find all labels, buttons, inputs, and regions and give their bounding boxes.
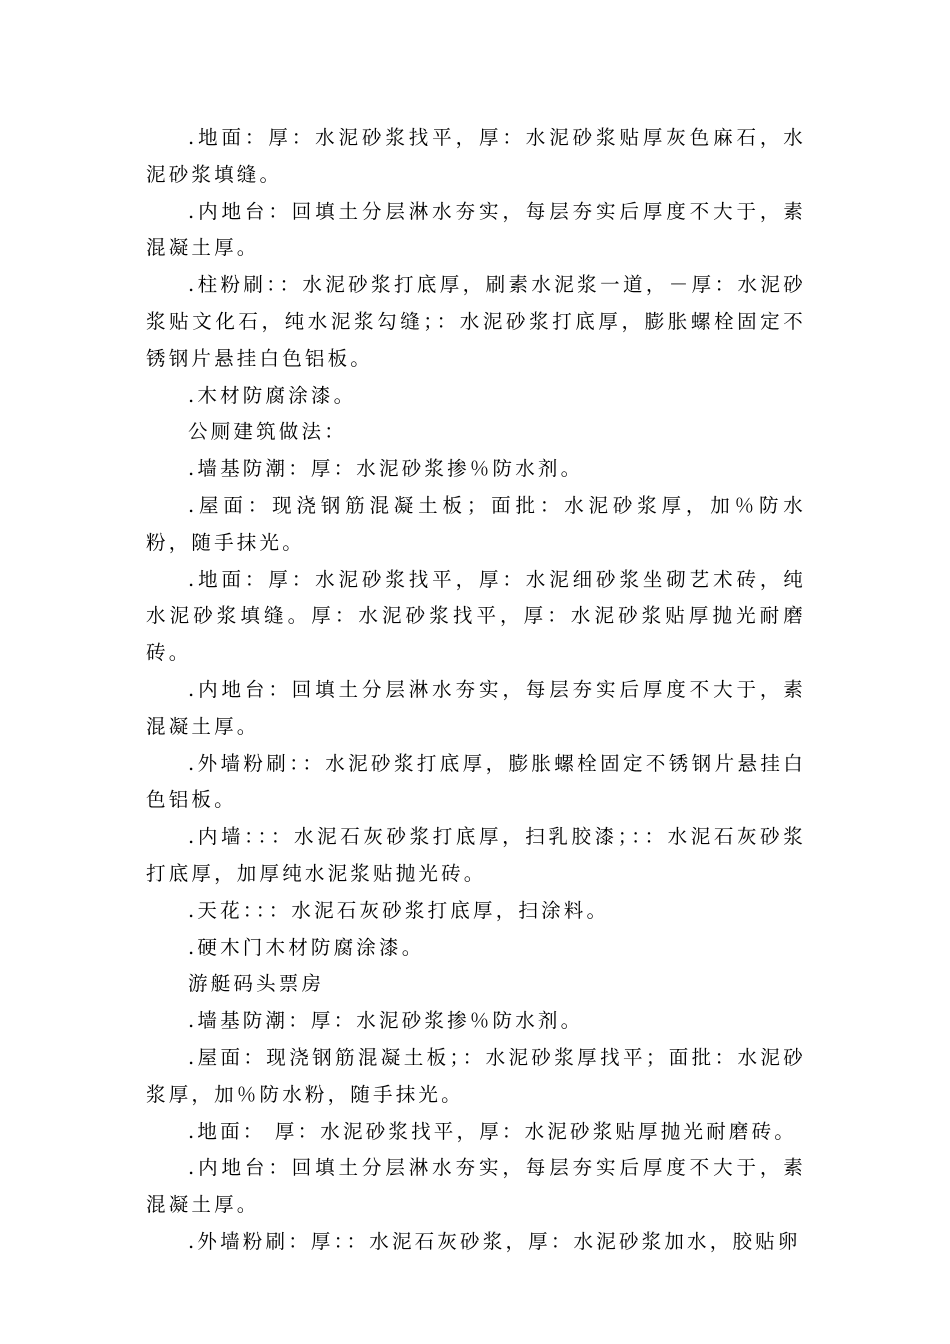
paragraph-ceiling: .天花：：：水泥石灰砂浆打底厚，扫涂料。 (188, 898, 610, 922)
paragraph-inner-platform-3: .内地台：回填土分层淋水夯实，每层夯实后厚度不大于，素混凝土厚。 (146, 1156, 806, 1217)
paragraph-inner-platform-1: .内地台：回填土分层淋水夯实，每层夯实后厚度不大于，素混凝土厚。 (146, 199, 806, 260)
paragraph-exterior-wall-2: .外墙粉刷：厚：：水泥石灰砂浆，厚：水泥砂浆加水，胶贴卵 (188, 1229, 801, 1253)
paragraph-inner-platform-2: .内地台：回填土分层淋水夯实，每层夯实后厚度不大于，素混凝土厚。 (146, 677, 806, 738)
paragraph-ground-3: .地面： 厚：水泥砂浆找平，厚：水泥砂浆贴厚抛光耐磨砖。 (188, 1119, 797, 1143)
paragraph-wall-base-moisture-2: .墙基防潮：厚：水泥砂浆掺％防水剂。 (188, 1009, 584, 1033)
paragraph-wood-antirot-1: .木材防腐涂漆。 (188, 383, 357, 407)
paragraph-interior-wall: .内墙：：：水泥石灰砂浆打底厚，扫乳胶漆；：：水泥石灰砂浆打底厚，加厚纯水泥浆贴抛光砖。 (146, 825, 806, 885)
paragraph-roof-1: .屋面：现浇钢筋混凝土板；面批：水泥砂浆厚，加％防水粉，随手抹光。 (146, 493, 806, 554)
section-heading-yacht-ticket-office: 游艇码头票房 (188, 972, 325, 996)
section-heading-public-toilet: 公厕建筑做法： (188, 420, 347, 444)
paragraph-exterior-wall-1: .外墙粉刷：：水泥砂浆打底厚，膨胀螺栓固定不锈钢片悬挂白色铝板。 (146, 751, 806, 812)
paragraph-roof-2: .屋面：现浇钢筋混凝土板；：水泥砂浆厚找平；面批：水泥砂浆厚，加％防水粉，随手抹光。 (146, 1045, 806, 1106)
paragraph-hardwood-door: .硬木门木材防腐涂漆。 (188, 935, 425, 959)
paragraph-ground-2: .地面：厚：水泥砂浆找平，厚：水泥细砂浆坐砌艺术砖，纯水泥砂浆填缝。厚：水泥砂浆找平，厚：水泥砂浆贴厚抛光耐磨砖。 (146, 567, 806, 665)
paragraph-wall-base-moisture-1: .墙基防潮：厚：水泥砂浆掺％防水剂。 (188, 457, 584, 481)
paragraph-column-plaster: .柱粉刷：：水泥砂浆打底厚，刷素水泥浆一道，－厚：水泥砂浆贴文化石，纯水泥浆勾缝；：水泥砂浆打底厚，膨胀螺栓固定不锈钢片悬挂白色铝板。 (146, 273, 806, 370)
document-body (146, 120, 806, 1261)
paragraph-ground-1: .地面：厚：水泥砂浆找平，厚：水泥砂浆贴厚灰色麻石，水泥砂浆填缝。 (146, 126, 806, 186)
